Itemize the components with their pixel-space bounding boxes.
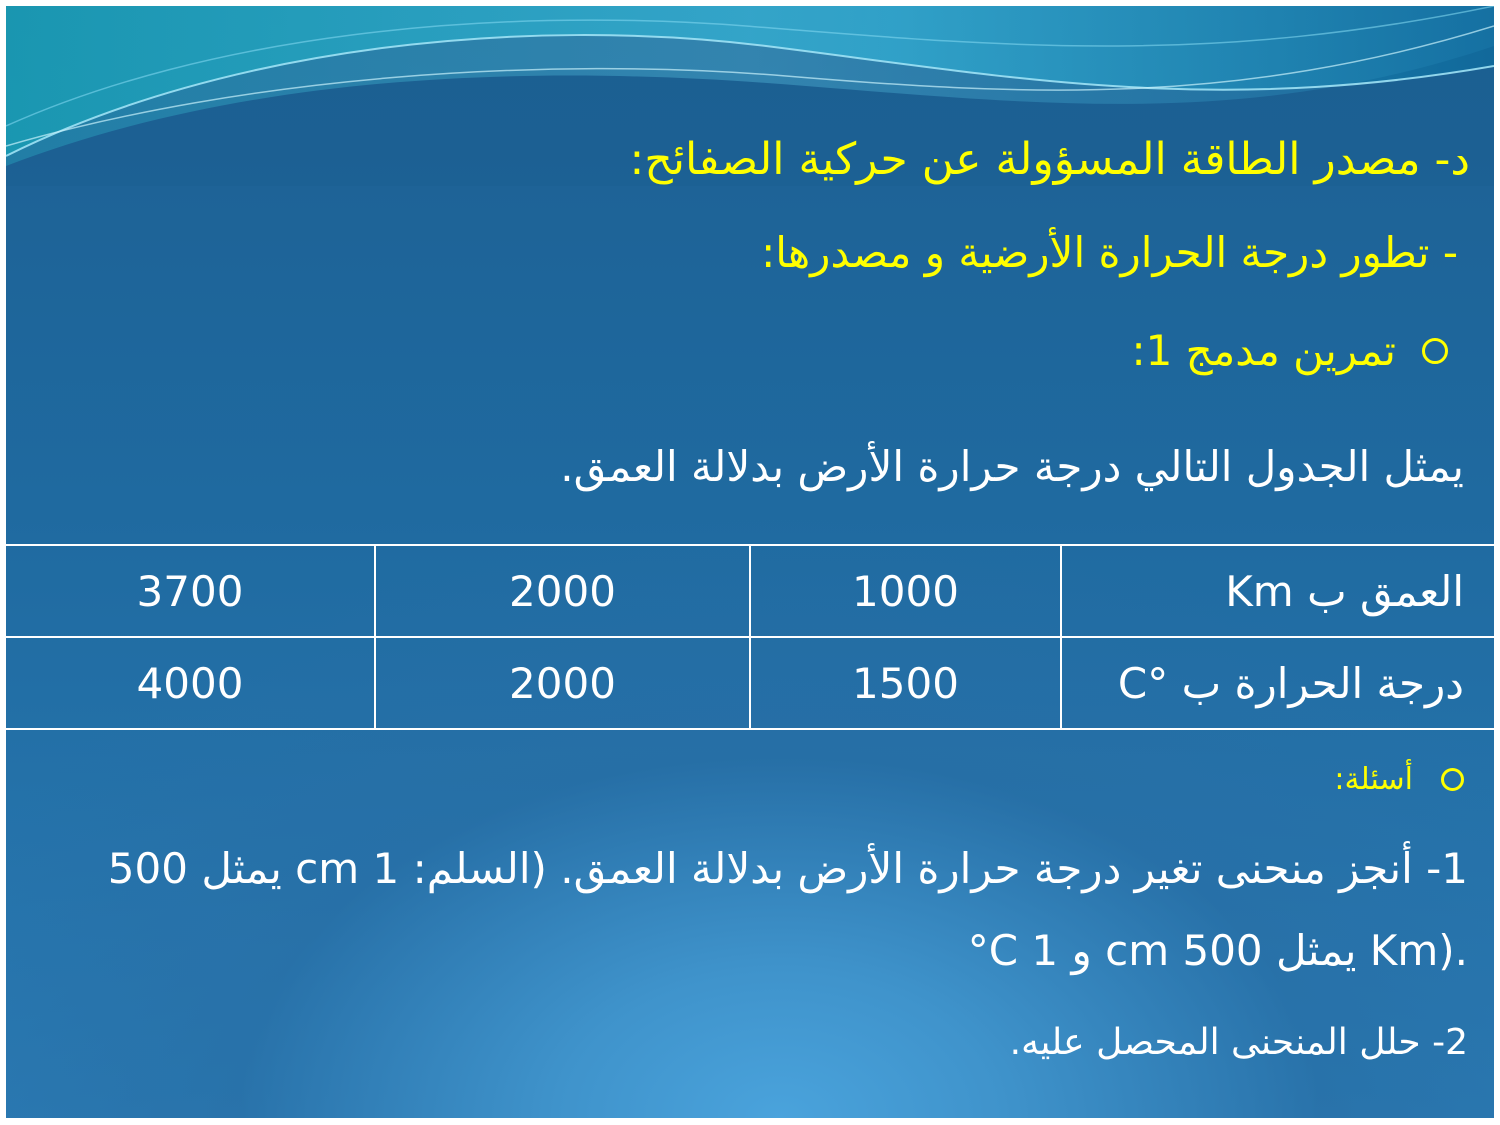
table-cell: 1500 [750,637,1061,729]
table-cell: 2000 [375,637,750,729]
intro-text: يمثل الجدول التالي درجة حرارة الأرض بدلالة العمق. [560,442,1464,491]
table-row-label: درجة الحرارة ب °C [1061,637,1494,729]
circle-bullet-icon [1441,768,1464,791]
exercise-label: تمرين مدمج 1: [1131,326,1396,375]
table-row-label: العمق ب Km [1061,545,1494,637]
questions-title: أسئلة: [1334,762,1413,797]
depth-temperature-table [6,544,1494,730]
exercise-item [1131,326,1448,375]
questions-item [1334,762,1464,797]
table-cell: 2000 [375,545,750,637]
question-2: 2- حلل المنحنى المحصل عليه. [1009,1022,1468,1063]
table-cell: 1000 [750,545,1061,637]
question-1-line-1: 1- أنجز منحنى تغير درجة حرارة الأرض بدلالة العمق. (السلم: 1 cm يمثل 500 [107,844,1468,893]
table-row [6,637,1494,729]
table-cell: 4000 [6,637,375,729]
table-row [6,545,1494,637]
slide-heading: د- مصدر الطاقة المسؤولة عن حركية الصفائح: [629,134,1470,185]
table-cell: 3700 [6,545,375,637]
circle-bullet-icon [1422,338,1448,364]
question-1-line-2: °C و 1 cm يمثل 500 Km). [967,926,1468,975]
slide-subheading: - تطور درجة الحرارة الأرضية و مصدرها: [761,228,1458,277]
slide [6,6,1494,1118]
